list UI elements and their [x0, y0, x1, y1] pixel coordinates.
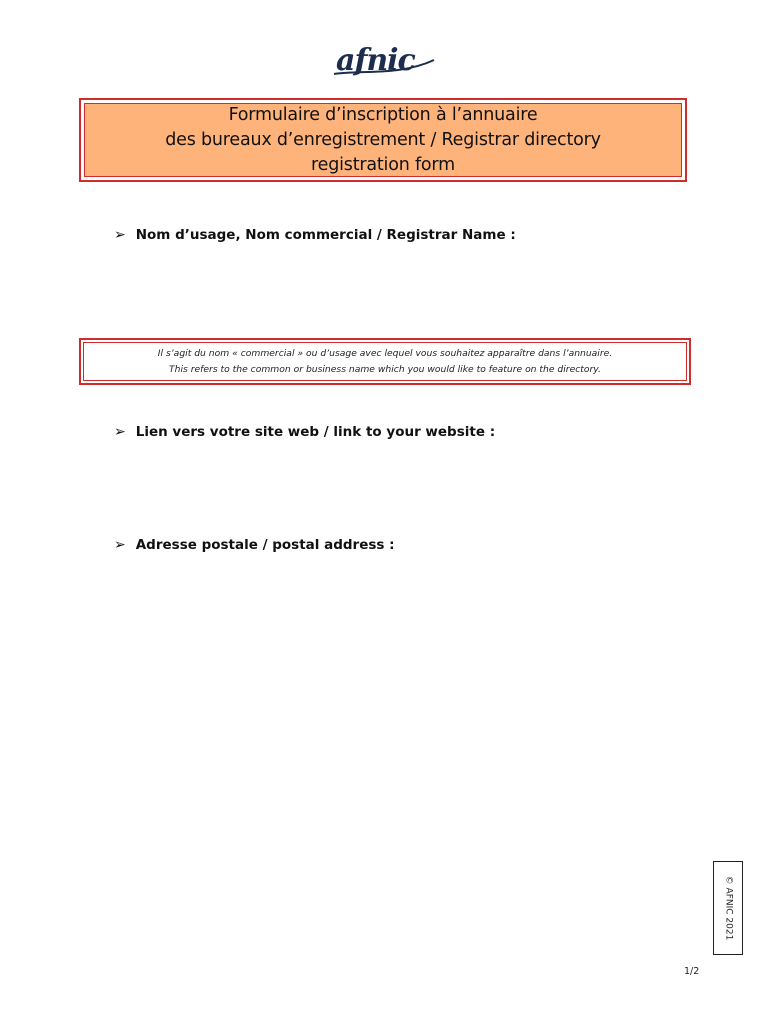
postal-address-label: Adresse postale / postal address :	[135, 537, 395, 553]
title-line-1: Formulaire d’inscription à l’annuaire	[228, 104, 538, 125]
postal-address-section	[114, 537, 395, 553]
note-english: This refers to the common or business name which you would like to feature on the directory.	[169, 363, 601, 375]
arrow-bullet-icon: ➢	[114, 227, 126, 243]
arrow-bullet-icon: ➢	[114, 537, 126, 553]
website-section	[114, 424, 495, 440]
title-line-3: registration form	[311, 154, 455, 175]
arrow-bullet-icon: ➢	[114, 424, 126, 440]
copyright-text: © AFNIC 2021	[723, 875, 734, 941]
registrar-name-label: Nom d’usage, Nom commercial / Registrar Name :	[135, 227, 516, 243]
registrar-name-section	[114, 227, 516, 243]
copyright-box	[713, 861, 743, 955]
afnic-logo	[330, 40, 440, 84]
note-content	[83, 342, 687, 381]
title-line-2: des bureaux d’enregistrement / Registrar directory	[165, 129, 601, 150]
title-box	[79, 98, 687, 182]
title-banner	[84, 103, 682, 177]
note-french: Il s’agit du nom « commercial » ou d’usage avec lequel vous souhaitez apparaître dans l’annuaire.	[157, 347, 613, 359]
page-number: 1/2	[684, 966, 700, 977]
afnic-logo-mark	[330, 40, 440, 84]
note-box	[79, 338, 691, 385]
svg-text:afnic: afnic	[336, 43, 415, 78]
website-label: Lien vers votre site web / link to your website :	[135, 424, 496, 440]
